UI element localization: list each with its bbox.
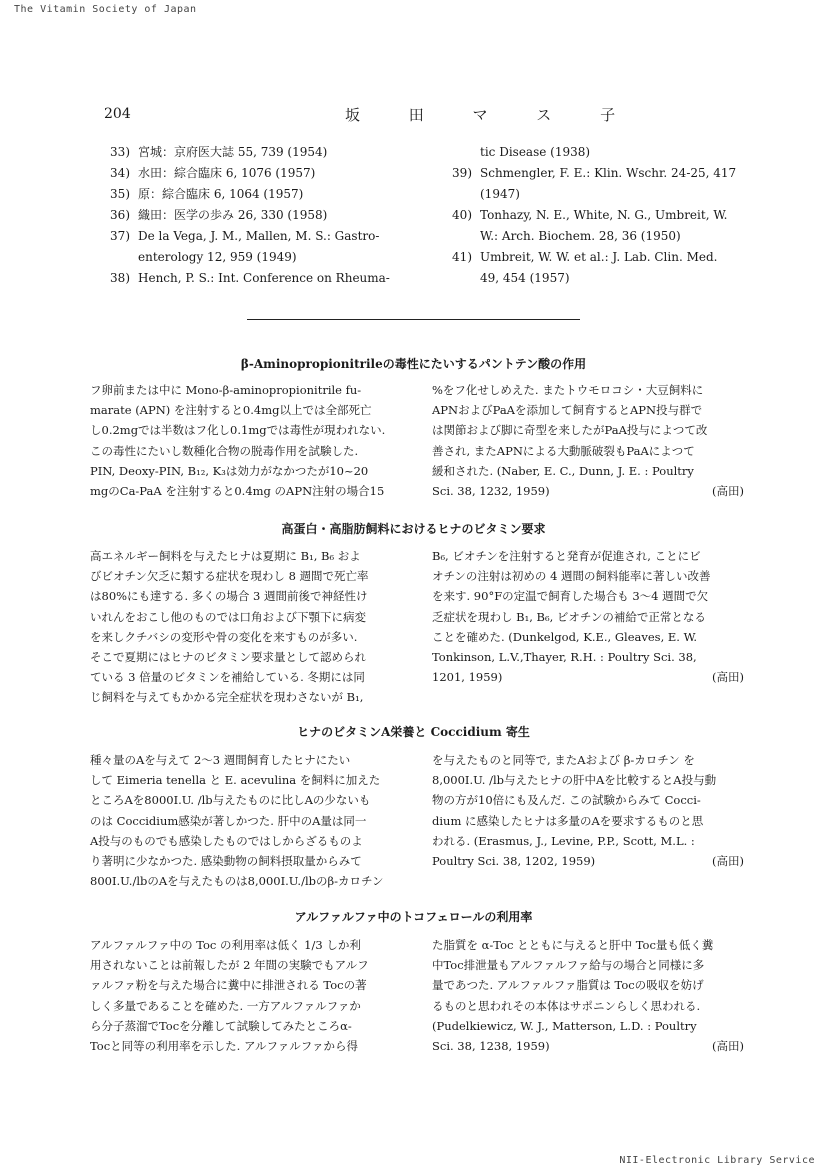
body-text-line: のは Coccidium感染が著しかつた. 肝中のA量は同一 (90, 813, 367, 828)
reference-number: 38) (110, 271, 130, 285)
reference-list-right (436, 142, 746, 289)
section-body-left (90, 380, 400, 501)
reference-item (94, 226, 414, 247)
body-text-line: そこで夏期にはヒナのビタミン要求量として認められ (90, 650, 366, 665)
reference-item (94, 184, 414, 205)
body-text-line: を与えたものと同等で, またAおよび β-カロチン を (432, 753, 695, 767)
reference-item (94, 205, 414, 226)
reference-text: 水田：綜合臨床 6, 1076 (1957) (138, 166, 316, 180)
body-text-line: APNおよびPaAを添加して飼育するとAPN投与群で (432, 403, 703, 418)
citation-line (432, 851, 744, 871)
reference-item (436, 205, 746, 226)
citation-author: (高田) (712, 1039, 744, 1054)
reference-number: 37) (110, 229, 130, 243)
section-body-right (432, 546, 744, 687)
body-text-line: を来しクチバシの変形や骨の変化を来すものが多い. (90, 629, 358, 644)
reference-text: Tonhazy, N. E., White, N. G., Umbreit, W. (480, 208, 728, 222)
reference-item (436, 226, 746, 247)
body-text-line: り著明に少なかつた. 感染動物の飼料摂取量からみて (90, 854, 362, 869)
section-title: アルファルファ中のトコフェロールの利用率 (294, 910, 533, 924)
body-text-line: dium に感染したヒナは多量のAを要求するものと思 (432, 813, 704, 828)
body-text-line: ところAを8000I.U. /lb与えたものに比しAの少ないも (90, 793, 371, 808)
citation-author: (高田) (712, 854, 744, 869)
page-number: 204 (104, 106, 131, 122)
body-text-line: 800I.U./lbのAを与えたものは8,000I.U./lbのβ-カロチン (90, 874, 384, 889)
reference-item (94, 247, 414, 268)
section-body-right (432, 750, 744, 871)
citation-line (432, 667, 744, 687)
reference-text: Schmengler, F. E.: Klin. Wschr. 24-25, 417 (480, 166, 737, 180)
section-body-left (90, 546, 400, 708)
reference-text: 宮城：京府医大誌 55, 739 (1954) (138, 145, 328, 159)
body-text-line: ら分子蒸溜でTocを分離して試験してみたところα- (90, 1018, 352, 1033)
body-text-line: じ飼料を与えてもかかる完全症状を現わさないが B₁, (90, 690, 364, 705)
reference-text: 49, 454 (1957) (480, 271, 570, 285)
body-text-line: して Eimeria tenella と E. acevulina を飼料に加えた (90, 773, 381, 788)
body-text-line: われる. (Erasmus, J., Levine, P.P., Scott, M.L. : (432, 833, 695, 848)
body-text-line: 乏症状を現わし B₁, B₆, ビオチンの補給で正常となる (432, 609, 706, 624)
reference-text: Umbreit, W. W. et al.: J. Lab. Clin. Med. (480, 250, 718, 264)
body-text-line: Tonkinson, L.V.,Thayer, R.H. : Poultry Sci. 38, (432, 650, 697, 665)
citation-line (432, 481, 744, 501)
body-text-line: は関節および脚に奇型を来したがPaA投与によつて改 (432, 423, 708, 438)
reference-item (436, 247, 746, 268)
body-text-line: オチンの注射は初めの 4 週間の飼料能率に著しい改善 (432, 569, 711, 584)
reference-text: 原：綜合臨床 6, 1064 (1957) (138, 187, 304, 201)
body-text-line: marate (APN) を注射すると0.4mg以上では全部死亡 (90, 403, 372, 418)
body-text-line: るものと思われその本体はサポニンらしく思われる. (432, 998, 701, 1013)
body-text-line: し0.2mgでは半数はフ化し0.1mgでは毒性が現われない. (90, 423, 386, 438)
body-text-line: B₆, ビオチンを注射すると発育が促進され, ことにビ (432, 549, 701, 563)
section-title: β-Aminopropionitrileの毒性にたいするパントテン酸の作用 (240, 357, 587, 371)
section-body-left (90, 750, 400, 891)
citation-source: 1201, 1959) (432, 670, 503, 685)
body-text-line: びビオチン欠乏に類する症状を現わし 8 週間で死亡率 (90, 569, 369, 584)
citation-source: Sci. 38, 1238, 1959) (432, 1039, 550, 1054)
reference-text: De la Vega, J. M., Mallen, M. S.: Gastro- (138, 229, 380, 243)
body-text-line: (Pudelkiewicz, W. J., Matterson, L.D. : Poultry (432, 1018, 697, 1033)
body-text-line: 善され, またAPNによる大動脈破裂もPaAによつて (432, 443, 695, 458)
reference-number: 41) (452, 250, 472, 264)
body-text-line: ァルファ粉を与えた場合に糞中に排泄される Tocの著 (90, 978, 367, 993)
body-text-line: フ卵前または中に Mono-β-aminopropionitrile fu- (90, 383, 362, 397)
reference-item (436, 184, 746, 205)
reference-number: 36) (110, 208, 130, 222)
body-text-line: 物の方が10倍にも及んだ. この試験からみて Cocci- (432, 793, 701, 808)
body-text-line: mgのCa-PaA を注射すると0.4mg のAPN注射の場合15 (90, 484, 385, 499)
reference-item (94, 142, 414, 163)
body-text-line: %をフ化せしめえた. またトウモロコシ・大豆飼料に (432, 383, 704, 397)
section-body-left (90, 935, 400, 1056)
section-body-right (432, 935, 744, 1056)
body-text-line: この毒性にたいし数種化合物の脱毒作用を試験した. (90, 443, 359, 458)
citation-source: Poultry Sci. 38, 1202, 1959) (432, 854, 596, 869)
body-text-line: しく多量であることを確めた. 一方アルファルファか (90, 998, 361, 1013)
reference-item (436, 163, 746, 184)
body-text-line: 量であつた. アルファルファ脂質は Tocの吸収を妨げ (432, 978, 704, 993)
footer-service-label: NII-Electronic Library Service (619, 1155, 815, 1166)
body-text-line: 種々量のAを与えて 2～3 週間飼育したヒナにたい (90, 753, 351, 767)
body-text-line: PIN, Deoxy-PIN, B₁₂, K₃は効力がなかつたが10~20 (90, 463, 369, 478)
citation-source: Sci. 38, 1232, 1959) (432, 484, 550, 499)
reference-number: 34) (110, 166, 130, 180)
reference-text: enterology 12, 959 (1949) (138, 250, 297, 264)
section-title: ヒナのビタミンA栄養と Coccidium 寄生 (297, 725, 530, 739)
body-text-line: を来す. 90°Fの定温で飼育した場合も 3～4 週間で欠 (432, 589, 709, 604)
section-body-right (432, 380, 744, 501)
society-watermark: The Vitamin Society of Japan (14, 4, 197, 15)
reference-text: 織田：医学の歩み 26, 330 (1958) (138, 208, 328, 222)
reference-item (436, 268, 746, 289)
body-text-line: た脂質を α-Toc とともに与えると肝中 Toc量も低く糞 (432, 938, 714, 952)
reference-number: 39) (452, 166, 472, 180)
section-title: 高蛋白・高脂肪飼料におけるヒナのビタミン要求 (281, 522, 546, 536)
reference-list-left (94, 142, 414, 289)
reference-number: 40) (452, 208, 472, 222)
body-text-line: ている 3 倍量のビタミンを補給している. 冬期には同 (90, 670, 365, 685)
reference-item (94, 268, 414, 289)
body-text-line: ことを確めた. (Dunkelgod, K.E., Gleaves, E. W. (432, 629, 698, 644)
reference-text: tic Disease (1938) (480, 145, 591, 159)
reference-item (436, 142, 746, 163)
body-text-line: A投与のものでも感染したものではしからざるものよ (90, 833, 363, 848)
reference-item (94, 163, 414, 184)
section-divider (247, 319, 580, 320)
body-text-line: Tocと同等の利用率を示した. アルファルファから得 (90, 1039, 359, 1054)
citation-line (432, 1036, 744, 1056)
body-text-line: いれんをおこし他のものでは口角および下顎下に病変 (90, 609, 366, 624)
reference-number: 35) (110, 187, 130, 201)
reference-text: Hench, P. S.: Int. Conference on Rheuma- (138, 271, 390, 285)
body-text-line: アルファルファ中の Toc の利用率は低く 1/3 しか利 (90, 938, 361, 952)
citation-author: (高田) (712, 484, 744, 499)
reference-text: (1947) (480, 187, 520, 201)
body-text-line: 用されないことは前報したが 2 年間の実験でもアルフ (90, 958, 369, 973)
reference-number: 33) (110, 145, 130, 159)
body-text-line: は80%にも達する. 多くの場合 3 週間前後で神経性け (90, 589, 368, 604)
body-text-line: 緩和された. (Naber, E. C., Dunn, J. E. : Poultry (432, 463, 694, 478)
running-header-author: 坂 田 マ ス 子 (345, 106, 638, 124)
body-text-line: 中Toc排泄量もアルファルファ給与の場合と同様に多 (432, 958, 705, 973)
body-text-line: 高エネルギー飼料を与えたヒナは夏期に B₁, B₆ およ (90, 549, 361, 563)
citation-author: (高田) (712, 670, 744, 685)
body-text-line: 8,000I.U. /lb与えたヒナの肝中Aを比較するとA投与動 (432, 773, 717, 788)
reference-text: W.: Arch. Biochem. 28, 36 (1950) (480, 229, 681, 243)
